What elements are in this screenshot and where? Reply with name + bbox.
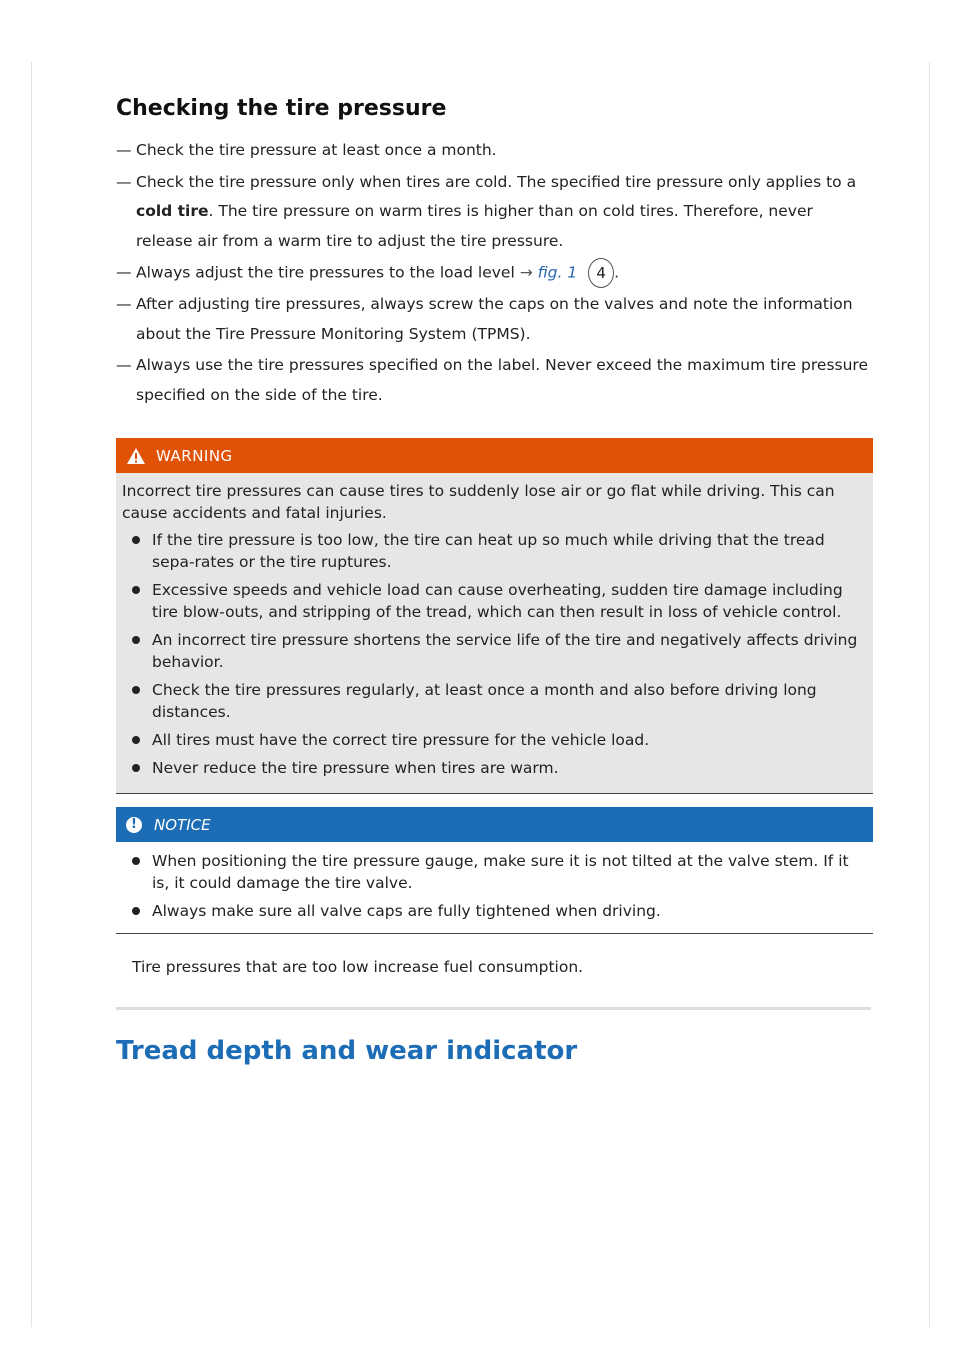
warning-header [116, 438, 873, 473]
warning-bullet [146, 757, 867, 779]
notice-bullet [146, 850, 867, 894]
bullet-text: Check the tire pressures regularly, at least once a month and also before driving long distances. [152, 681, 817, 721]
notice-body [116, 842, 873, 933]
warning-bullet-list [122, 529, 867, 779]
bullet-dot-icon [132, 736, 140, 744]
figure-reference-link[interactable]: fig. 1 [537, 263, 578, 282]
warning-bullet [146, 579, 867, 623]
bullet-dot-icon [132, 636, 140, 644]
section-divider [116, 1007, 871, 1010]
notice-bullet-list [122, 850, 867, 922]
left-margin-rule [31, 62, 32, 1327]
bold-term: cold tire [136, 202, 209, 220]
chapter-title: Tread depth and wear indicator [116, 1036, 578, 1066]
dash-marker: — [116, 172, 132, 191]
bullet-dot-icon [132, 536, 140, 544]
warning-bullet [146, 679, 867, 723]
right-margin-rule [929, 62, 930, 1327]
instruction-text: . [614, 263, 620, 282]
instruction-item [116, 290, 873, 349]
instruction-text: Always use the tire pressures specified on the label. Never exceed the maximum tire pressure specified on the side of the tire. [136, 356, 868, 404]
arrow-right-icon: → [519, 263, 533, 282]
instruction-item [116, 351, 873, 410]
dash-marker: — [116, 356, 132, 374]
bullet-text: When positioning the tire pressure gauge, make sure it is not tilted at the valve stem. If it is, it could damage the tire valve. [152, 852, 849, 892]
instruction-text: After adjusting tire pressures, always screw the caps on the valves and note the information about the Tire Pressure Monitoring System (TPMS). [136, 295, 853, 343]
warning-bullet [146, 529, 867, 573]
notice-label: NOTICE [154, 815, 211, 834]
notice-bullet [146, 900, 867, 922]
bullet-text: All tires must have the correct tire pressure for the vehicle load. [152, 731, 650, 749]
bullet-text: Excessive speeds and vehicle load can cause overheating, sudden tire damage including tire blow-outs, and stripping of the tread, which can then result in loss of vehicle control. [152, 581, 843, 621]
notice-header [116, 807, 873, 842]
warning-bullet [146, 729, 867, 751]
bullet-dot-icon [132, 764, 140, 772]
dash-marker: — [116, 263, 132, 281]
notice-box [116, 807, 873, 934]
instruction-text: Check the tire pressure at least once a month. [136, 141, 497, 159]
instruction-item [116, 136, 873, 166]
bullet-dot-icon [132, 586, 140, 594]
warning-bullet [146, 629, 867, 673]
callout-number: 4 [588, 258, 614, 288]
warning-label: WARNING [156, 446, 233, 465]
instruction-text: Always adjust the tire pressures to the load level [136, 263, 520, 282]
instruction-item [116, 168, 873, 257]
bullet-text: If the tire pressure is too low, the tire can heat up so much while driving that the tread sepa-rates or the tire ruptures. [152, 531, 825, 571]
bullet-dot-icon [132, 857, 140, 865]
bullet-text: An incorrect tire pressure shortens the service life of the tire and negatively affects driving behavior. [152, 631, 858, 671]
dash-marker: — [116, 141, 132, 159]
instruction-text: . The tire pressure on warm tires is higher than on cold tires. Therefore, never release air from a warm tire to adjust the tire pressure. [136, 202, 813, 250]
dash-marker: — [116, 295, 132, 313]
instruction-item [116, 258, 873, 288]
bullet-text: Never reduce the tire pressure when tires are warm. [152, 759, 559, 777]
instruction-list [116, 136, 873, 410]
warning-box [116, 438, 873, 794]
info-note: Tire pressures that are too low increase fuel consumption. [132, 958, 584, 976]
warning-body [116, 473, 873, 793]
instruction-text: Check the tire pressure only when tires are cold. The specified tire pressure only applies to a [136, 172, 857, 191]
warning-triangle-icon [126, 447, 146, 465]
warning-intro: Incorrect tire pressures can cause tires to suddenly lose air or go flat while driving. This can cause accidents and fatal injuries. [122, 482, 835, 522]
bullet-dot-icon [132, 907, 140, 915]
exclamation-circle-icon: ! [126, 817, 142, 833]
page-content [116, 92, 873, 1069]
bullet-dot-icon [132, 686, 140, 694]
section-title: Checking the tire pressure [116, 96, 447, 121]
bullet-text: Always make sure all valve caps are fully tightened when driving. [152, 902, 661, 920]
